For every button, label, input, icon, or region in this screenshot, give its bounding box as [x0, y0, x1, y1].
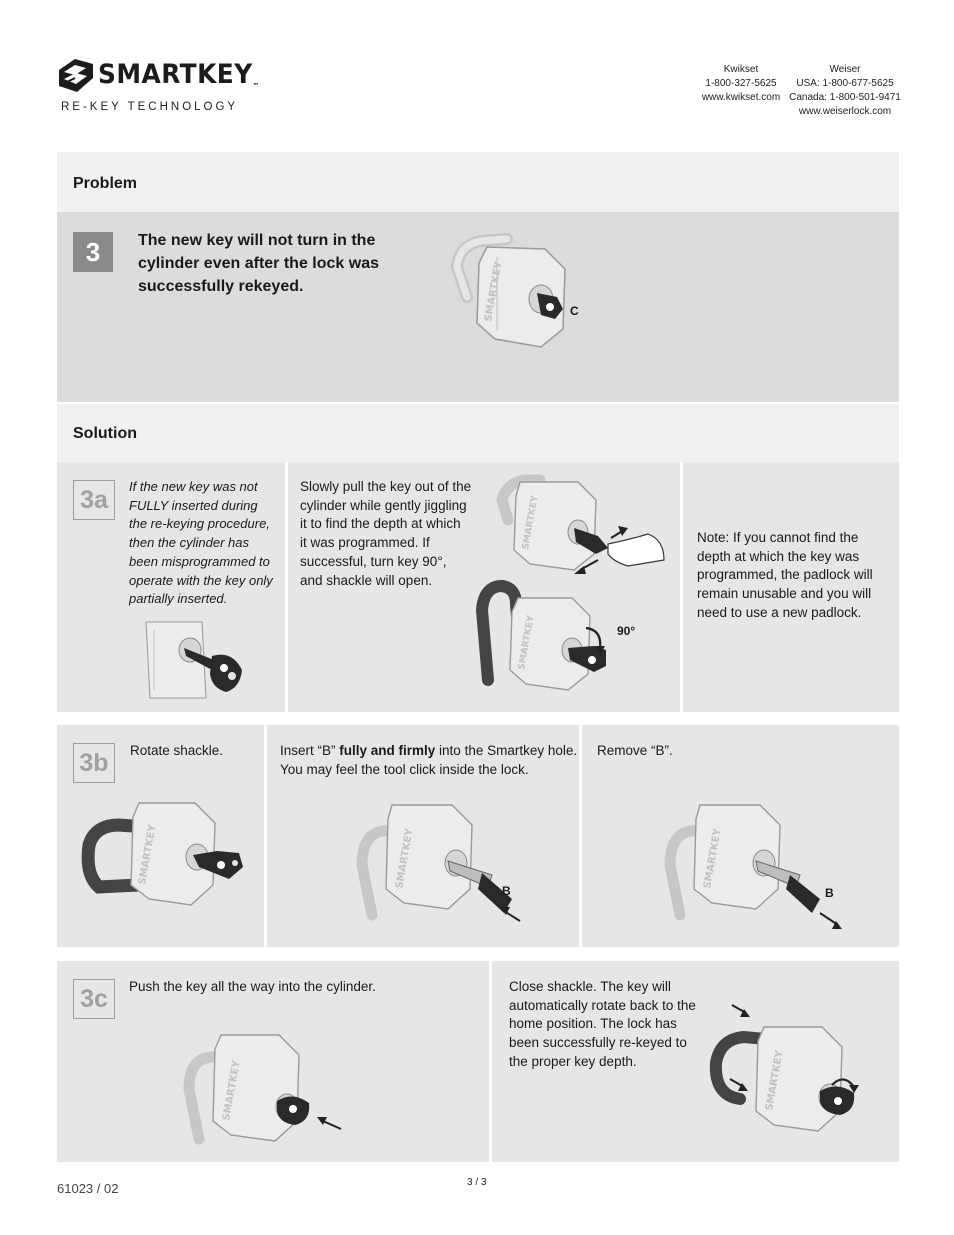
- step-3a-instruction-panel: [288, 462, 680, 712]
- kwikset-name: Kwikset: [723, 64, 759, 75]
- kwikset-phone: 1-800-327-5625: [705, 78, 777, 89]
- problem-description: The new key will not turn in the cylinder even after the lock was successfully rekeyed.: [138, 232, 379, 295]
- close-shackle-illustration: [704, 999, 884, 1149]
- solution-header: [57, 404, 899, 462]
- brand-name: SMARTKEY: [98, 59, 253, 90]
- callout-b-insert: B: [502, 884, 511, 898]
- step-3c-close-panel: [492, 961, 899, 1162]
- svg-text:SMARTKEY: SMARTKEY: [521, 494, 541, 551]
- svg-text:SMARTKEY: SMARTKEY: [221, 1059, 243, 1122]
- padlock-with-key-illustration: [437, 227, 597, 357]
- problem-panel: [57, 212, 899, 402]
- insert-emphasis: fully and firmly: [339, 743, 436, 758]
- weiser-usa-phone: USA: 1-800-677-5625: [796, 78, 894, 89]
- trademark: ™: [252, 82, 260, 90]
- push-key-illustration: [169, 1029, 369, 1159]
- close-shackle-text: Close shackle. The key will automatically rotate back to the home position. The lock has been successfully re-keyed to the proper key depth.: [509, 979, 696, 1069]
- rotate-shackle-text: Rotate shackle.: [130, 743, 224, 758]
- step-3a-instruction-text: Slowly pull the key out of the cylinder while gently jiggling it to find the depth at which it was programmed. If successful, turn key 90°, and shackle will open.: [300, 479, 472, 588]
- step-3a-badge: 3a: [73, 480, 115, 520]
- rotated-shackle-illustration: [79, 795, 249, 925]
- callout-b-remove: B: [825, 886, 834, 900]
- step-3c-badge: 3c: [73, 979, 115, 1019]
- step-3a-note-text: Note: If you cannot find the depth at which the key was programmed, the padlock will remain unusable and you will need to use a new padlock.: [697, 530, 873, 620]
- weiser-contact: [785, 63, 905, 119]
- svg-text:SMARTKEY: SMARTKEY: [483, 260, 505, 323]
- page-number: 3 / 3: [467, 1177, 487, 1188]
- brand-logo: [55, 56, 260, 116]
- svg-text:SMARTKEY: SMARTKEY: [702, 827, 724, 890]
- svg-text:SMARTKEY: SMARTKEY: [394, 827, 416, 890]
- smartkey-logo-icon: [55, 56, 97, 96]
- rotation-angle-label: 90°: [617, 624, 636, 638]
- partially-inserted-key-illustration: [142, 620, 252, 700]
- svg-text:SMARTKEY: SMARTKEY: [764, 1049, 786, 1112]
- step-3c-push-panel: [57, 961, 489, 1162]
- step-3b-rotate-panel: [57, 725, 264, 947]
- weiser-canada-phone: Canada: 1-800-501-9471: [789, 92, 901, 103]
- weiser-name: Weiser: [829, 64, 861, 75]
- problem-header: [57, 152, 899, 212]
- step-3b-remove-panel: [582, 725, 899, 947]
- pull-key-jiggle-illustration: [468, 470, 668, 700]
- callout-c: C: [570, 304, 579, 318]
- kwikset-contact: [690, 63, 792, 105]
- solution-heading: Solution: [73, 425, 137, 442]
- insert-tool-b-illustration: [332, 795, 542, 935]
- step-3a-cause-panel: [57, 462, 285, 712]
- step-3a-note-panel: [683, 462, 899, 712]
- weiser-web: www.weiserlock.com: [798, 106, 892, 117]
- problem-heading: Problem: [73, 175, 138, 192]
- document-number: 61023 / 02: [57, 1181, 119, 1196]
- svg-text:SMARTKEY: SMARTKEY: [517, 614, 537, 671]
- step-3b-insert-panel: [267, 725, 579, 947]
- insert-b-text: Insert “B” fully and firmly into the Smartkey hole. You may feel the tool click inside the lock.: [280, 743, 578, 777]
- svg-text:SMARTKEY: SMARTKEY: [137, 823, 159, 886]
- step-3a-cause-text: If the new key was not FULLY inserted during the re-keying procedure, then the cylinder has been misprogrammed to operate with the key only partially inserted.: [129, 479, 273, 607]
- push-key-text: Push the key all the way into the cylinder.: [129, 979, 376, 994]
- kwikset-web: www.kwikset.com: [701, 92, 781, 103]
- brand-tagline: RE-KEY TECHNOLOGY: [61, 101, 239, 113]
- remove-b-text: Remove “B”.: [597, 743, 673, 758]
- remove-tool-b-illustration: [640, 795, 850, 935]
- step-3b-badge: 3b: [73, 743, 115, 783]
- problem-number-badge: 3: [73, 232, 113, 272]
